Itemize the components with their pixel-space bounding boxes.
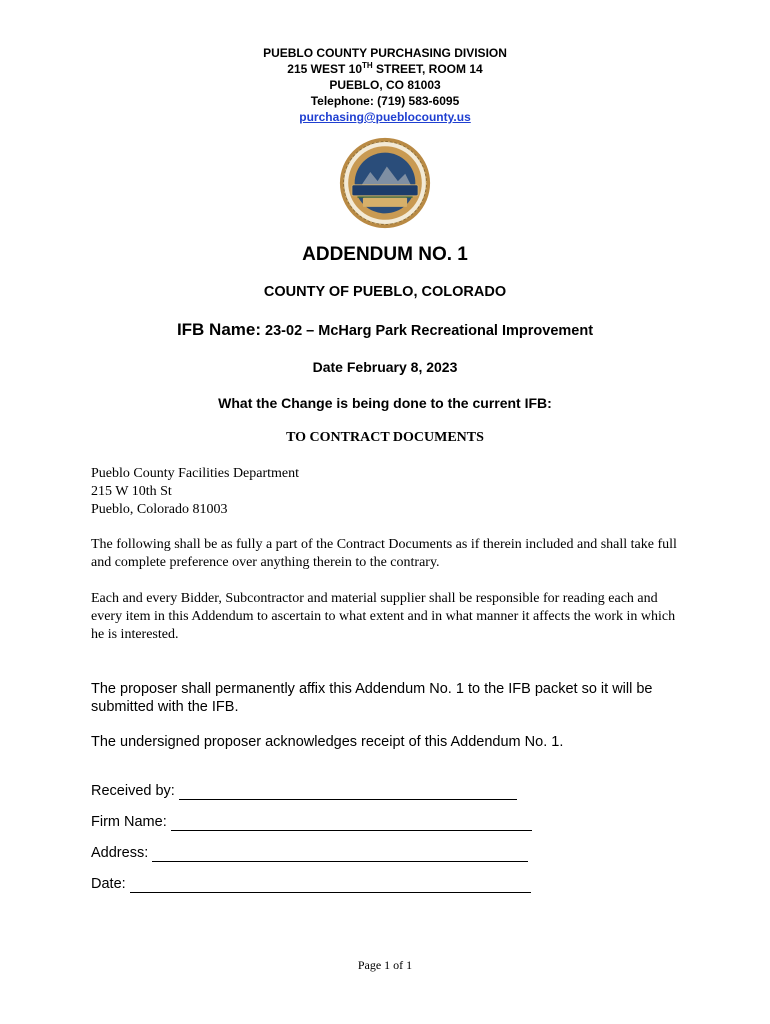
date-label: Date: xyxy=(91,876,126,892)
addendum-date: Date February 8, 2023 xyxy=(312,359,458,375)
letterhead xyxy=(0,45,770,125)
page-number: Page 1 of 1 xyxy=(357,958,413,972)
change-heading: What the Change is being done to the current IFB: xyxy=(218,395,552,411)
received-by-line[interactable] xyxy=(179,785,517,800)
department-street: 215 W 10th St xyxy=(91,484,172,499)
email-link[interactable]: purchasing@pueblocounty.us xyxy=(299,110,471,124)
paragraph-bidder-responsibility: Each and every Bidder, Subcontractor and material supplier shall be responsible for reading each and every item in this Addendum to ascertain to what extent and in what manner it affects the work in which he is interested. xyxy=(91,591,676,642)
address-label: Address: xyxy=(91,845,149,861)
division-address: 215 WEST 10TH STREET, ROOM 14 xyxy=(287,61,483,76)
firm-name-field[interactable] xyxy=(91,813,532,831)
division-name: PUEBLO COUNTY PURCHASING DIVISION xyxy=(263,46,507,60)
county-heading: COUNTY OF PUEBLO, COLORADO xyxy=(263,284,507,300)
paragraph-contract-documents: The following shall be as fully a part of the Contract Documents as if therein included and shall take full and complete preference over anything therein to the contrary. xyxy=(91,537,677,570)
ifb-name: IFB Name: 23-02 – McHarg Park Recreational Improvement xyxy=(176,320,594,339)
contract-heading: TO CONTRACT DOCUMENTS xyxy=(286,430,484,445)
department-address xyxy=(91,465,683,519)
division-phone: Telephone: (719) 583-6095 xyxy=(310,94,460,108)
firm-name-line[interactable] xyxy=(171,816,532,831)
received-by-field[interactable] xyxy=(91,782,517,800)
date-field[interactable] xyxy=(91,875,531,893)
department-city: Pueblo, Colorado 81003 xyxy=(91,502,228,517)
paragraph-affix-addendum: The proposer shall permanently affix this Addendum No. 1 to the IFB packet so it will be submitted with the IFB. xyxy=(91,681,653,715)
address-line[interactable] xyxy=(152,847,528,862)
received-by-label: Received by: xyxy=(91,783,175,799)
pueblo-county-seal-icon xyxy=(339,137,431,229)
address-field[interactable] xyxy=(91,844,528,862)
department-name: Pueblo County Facilities Department xyxy=(91,466,300,481)
paragraph-acknowledge-receipt: The undersigned proposer acknowledges receipt of this Addendum No. 1. xyxy=(91,734,564,750)
division-city: PUEBLO, CO 81003 xyxy=(329,78,441,92)
firm-name-label: Firm Name: xyxy=(91,814,167,830)
addendum-title: ADDENDUM NO. 1 xyxy=(302,244,468,265)
date-line[interactable] xyxy=(130,878,531,893)
